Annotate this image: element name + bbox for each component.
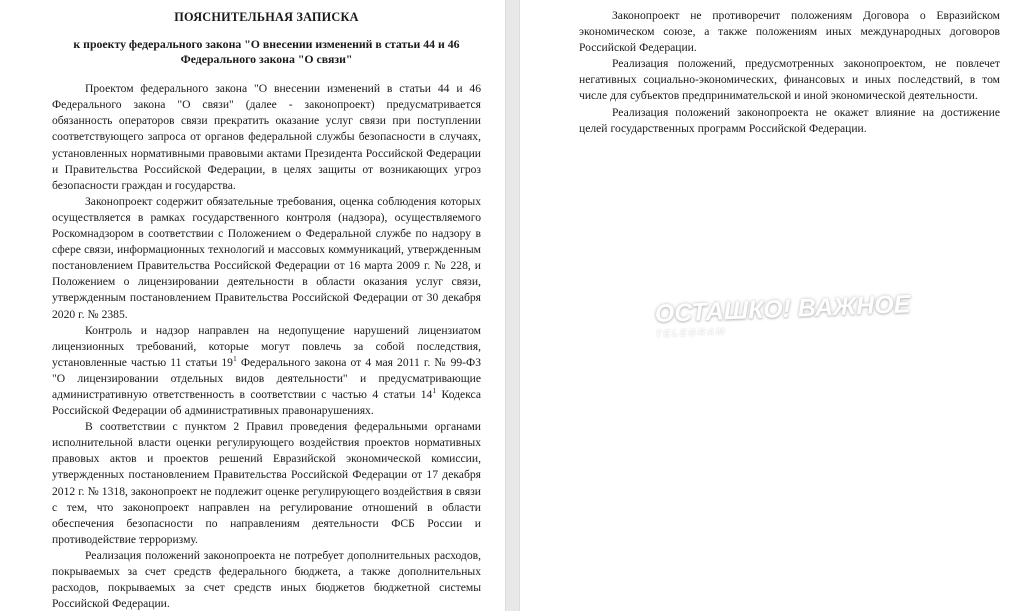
paragraph: Реализация положений законопроекта не потребует дополнительных расходов, покрываемых за счет средств федерального бюджета, а также дополнительных расходов, покрываемых за счет средств иных бюджетов бюджетной системы Российской Федерации. — [52, 548, 481, 611]
paragraph-text-part-1: Контроль и надзор направлен на недопущение нарушений лицензиатом лицензионных требований, которые могут повлечь за собой последствия, установленные частью 11 статьи 19 — [52, 323, 481, 369]
watermark-main-text: ОСТАШКО! ВАЖНОЕ — [654, 290, 911, 328]
paragraph: Законопроект содержит обязательные требования, оценка соблюдения которых осуществляется в рамках государственного контроля (надзора), осуществляемого Роскомнадзором в соответствии с Положением о Федеральной службе по надзору в сфере связи, информационных технологий и массовых коммуникаций, утвержденным постановлением Правительства Российской Федерации от 16 марта 2009 г. № 228, и Положением о лицензировании деятельности в области оказания услуг связи, утвержденным постановлением Правительства Российской Федерации от 30 декабря 2020 г. № 2385. — [52, 194, 481, 321]
paragraph-with-superscripts — [52, 323, 481, 420]
paragraph-text-part-2: Федерального закона от 4 мая 2011 г. № 99-ФЗ "О лицензировании отдельных видов деятельности" и предусматривающие административную ответственность в соответствии с частью 4 статьи 14 — [52, 355, 482, 401]
document-page-left — [0, 0, 505, 611]
paragraph-text-part-3: Кодекса Российской Федерации об административных правонарушениях. — [52, 387, 481, 418]
document-page-right — [520, 0, 1024, 611]
watermark-sub-text: TELEGRAM — [655, 326, 727, 340]
page-title: ПОЯСНИТЕЛЬНАЯ ЗАПИСКА — [174, 10, 359, 24]
superscript-marker-1: 1 — [232, 353, 237, 363]
paragraph: Реализация положений, предусмотренных законопроектом, не повлечет негативных социально-экономических, финансовых и иных последствий, в том числе для субъектов предпринимательской и иной экономической деятельности. — [579, 57, 1000, 103]
subtitle-line-2: Федерального закона "О связи" — [180, 51, 353, 66]
paragraph: Проектом федерального закона "О внесении изменений в статьи 44 и 46 Федерального закона "О связи" (далее - законопроект) предусматривается обязанность операторов связи прекратить оказание услуг связи при поступлении соответствующего запроса от органов федеральной службы безопасности в случаях, установленных нормативными правовыми актами Президента Российской Федерации и Правительства Российской Федерации, в целях защиты от возникающих угроз безопасности граждан и государства. — [52, 82, 481, 192]
paragraph: В соответствии с пунктом 2 Правил проведения федеральными органами исполнительной власти оценки регулирующего воздействия проектов нормативных правовых актов и проектов решений Евразийской экономической комиссии, утвержденных постановлением Правительства Российской Федерации от 17 декабря 2012 г. № 1318, законопроект не подлежит оценке регулирующего воздействия в связи с тем, что законопроект направлен на регулирование отношений в области обеспечения безопасности по направлениям деятельности ФСБ России и противодействие терроризму. — [52, 420, 481, 546]
document-subtitle — [52, 37, 481, 66]
subtitle-line-1: к проекту федерального закона "О внесении изменений в статьи 44 и 46 — [73, 37, 460, 51]
page-gutter-divider — [505, 0, 520, 611]
superscript-marker-2: 1 — [432, 386, 437, 396]
paragraph: Реализация положений законопроекта не окажет влияние на достижение целей государственных программ Российской Федерации. — [579, 105, 1000, 135]
paragraph: Законопроект не противоречит положениям Договора о Евразийском экономическом союзе, а также положениям иных международных договоров Российской Федерации. — [579, 9, 1000, 55]
